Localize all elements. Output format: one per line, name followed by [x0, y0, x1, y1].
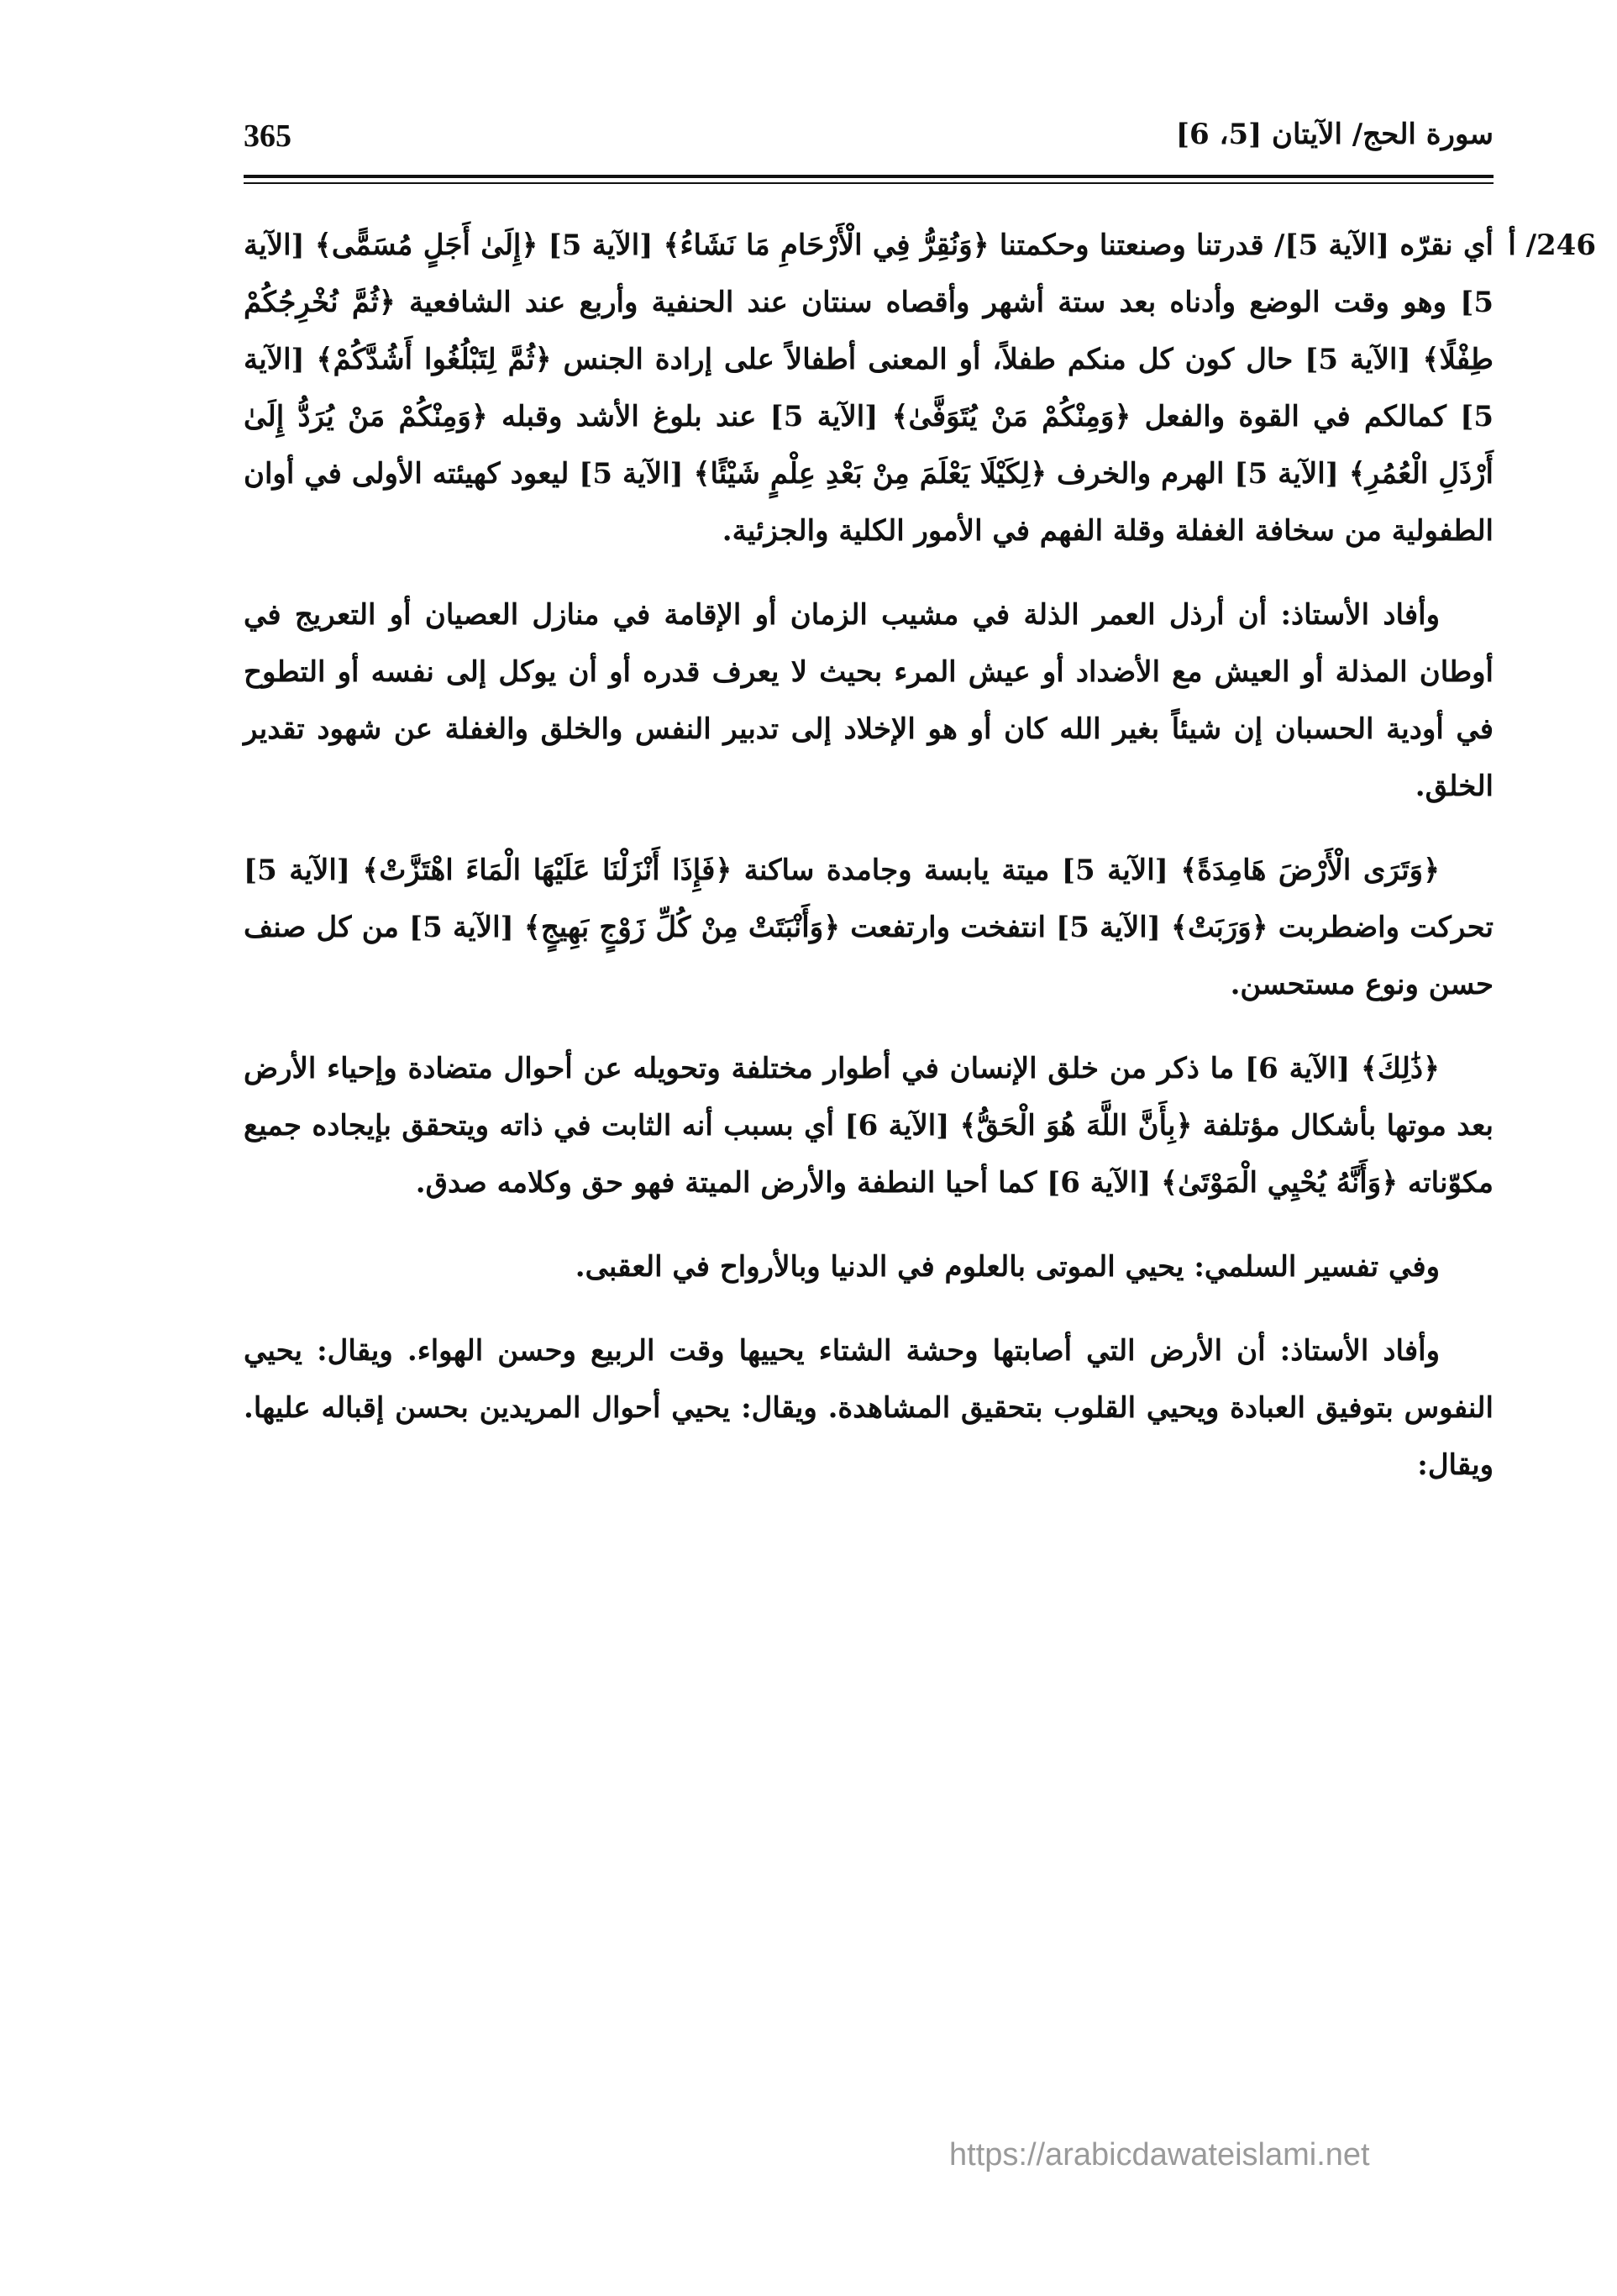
paragraph-6: وأفاد الأستاذ: أن الأرض التي أصابتها وحشة الشتاء يحييها وقت الربيع وحسن الهواء. ويقال: يحيي النفوس بتوفيق العبادة ويحيي القلوب بتحقيق المشاهدة. ويقال: يحيي أحوال المريدين بحسن إقباله عليها. ويقال:	[244, 1334, 1494, 1482]
page-number: 365	[244, 118, 291, 154]
header-rule-thin	[244, 182, 1494, 184]
paragraph-1: أي نقرّه [الآية 5]/ قدرتنا وصنعتنا وحكمتنا ﴿وَنُقِرُّ فِي الْأَرْحَامِ مَا نَشَاءُ﴾ [الآية 5] ﴿إِلَىٰ أَجَلٍ مُسَمًّى﴾ [الآية 5] وهو وقت الوضع وأدناه بعد ستة أشهر وأقصاه سنتان عند الحنفية وأربع عند الشافعية ﴿ثُمَّ نُخْرِجُكُمْ طِفْلًا﴾ [الآية 5] حال كون كل منكم طفلاً، أو المعنى أطفالاً على إرادة الجنس ﴿ثُمَّ لِتَبْلُغُوا أَشُدَّكُمْ﴾ [الآية 5] كمالكم في القوة والفعل ﴿وَمِنْكُمْ مَنْ يُتَوَفَّىٰ﴾ [الآية 5] عند بلوغ الأشد وقبله ﴿وَمِنْكُمْ مَنْ يُرَدُّ إِلَىٰ أَرْذَلِ الْعُمُرِ﴾ [الآية 5] الهرم والخرف ﴿لِكَيْلَا يَعْلَمَ مِنْ بَعْدِ عِلْمٍ شَيْئًا﴾ [الآية 5] ليعود كهيئته الأولى في أوان الطفولية من سخافة الغفلة وقلة الفهم في الأمور الكلية والجزئية.	[244, 229, 1494, 548]
watermark-url: https://arabicdawateislami.net	[949, 2137, 1370, 2173]
header-rule-thick	[244, 175, 1494, 178]
running-title: سورة الحج/ الآيتان [5، 6]	[1175, 118, 1494, 151]
paragraph-5: وفي تفسير السلمي: يحيي الموتى بالعلوم في الدنيا وبالأرواح في العقبى.	[575, 1250, 1440, 1284]
paragraph-2: وأفاد الأستاذ: أن أرذل العمر الذلة في مشيب الزمان أو الإقامة في منازل العصيان أو التعريج في أوطان المذلة أو العيش مع الأضداد أو عيش المرء بحيث لا يعرف قدره أو أن يوكل إلى نفسه أو التطوح في أودية الحسبان إن شيئاً بغير الله كان أو هو الإخلاد إلى تدبير النفس والخلق والغفلة عن شهود تقدير الخلق.	[244, 598, 1494, 803]
manuscript-folio-ref: 246/ أ	[1508, 229, 1596, 262]
paragraph-4: ﴿ذَٰلِكَ﴾ [الآية 6] ما ذكر من خلق الإنسان في أطوار مختلفة وتحويله عن أحوال متضادة وإحياء الأرض بعد موتها بأشكال مؤتلفة ﴿بِأَنَّ اللَّهَ هُوَ الْحَقُّ﴾ [الآية 6] أي بسبب أنه الثابت في ذاته ويتحقق بإيجاده جميع مكوّناته ﴿وَأَنَّهُ يُحْيِي الْمَوْتَىٰ﴾ [الآية 6] كما أحيا النطفة والأرض الميتة فهو حق وكلامه صدق.	[244, 1052, 1494, 1200]
body-text	[244, 217, 1494, 1521]
paragraph-3: ﴿وَتَرَى الْأَرْضَ هَامِدَةً﴾ [الآية 5] ميتة يابسة وجامدة ساكنة ﴿فَإِذَا أَنْزَلْنَا عَلَيْهَا الْمَاءَ اهْتَزَّتْ﴾ [الآية 5] تحركت واضطربت ﴿وَرَبَتْ﴾ [الآية 5] انتفخت وارتفعت ﴿وَأَنْبَتَتْ مِنْ كُلِّ زَوْجٍ بَهِيجٍ﴾ [الآية 5] من كل صنف حسن ونوع مستحسن.	[244, 854, 1494, 1001]
page-header	[244, 118, 1494, 173]
